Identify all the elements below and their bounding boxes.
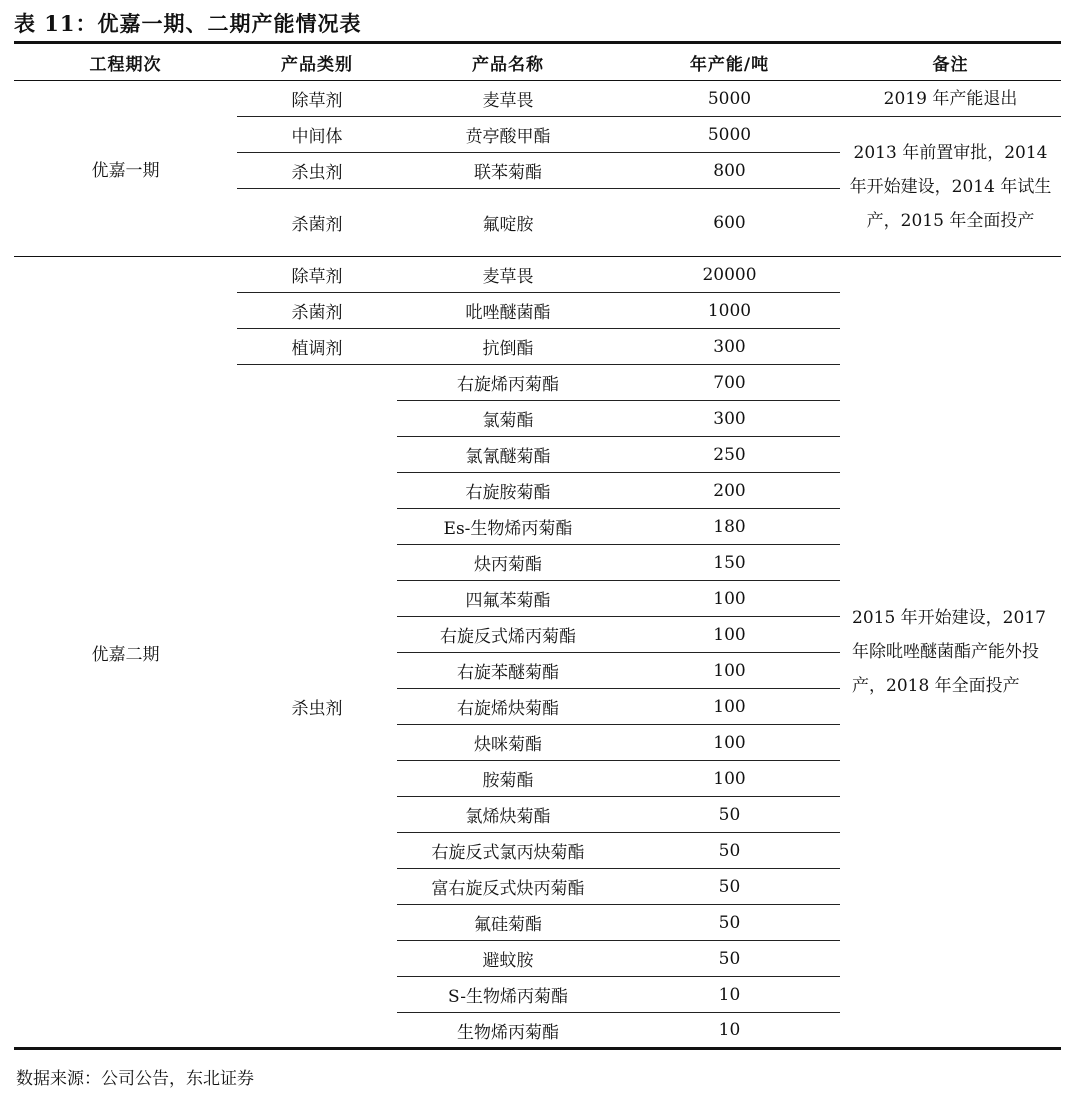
- capacity-cell: 50: [619, 869, 840, 905]
- header-note: 备注: [840, 43, 1061, 81]
- category-cell: 除草剂: [237, 257, 397, 293]
- category-cell: 杀菌剂: [237, 189, 397, 257]
- category-cell: 杀虫剂: [237, 153, 397, 189]
- capacity-cell: 100: [619, 617, 840, 653]
- note-cell: 2019 年产能退出: [840, 81, 1061, 117]
- capacity-table: [14, 41, 1061, 1050]
- table-row: [14, 257, 1061, 293]
- product-cell: 胺菊酯: [397, 761, 619, 797]
- capacity-cell: 100: [619, 581, 840, 617]
- product-cell: 氟硅菊酯: [397, 905, 619, 941]
- product-cell: 右旋苯醚菊酯: [397, 653, 619, 689]
- capacity-cell: 150: [619, 545, 840, 581]
- category-cell: 杀虫剂: [237, 365, 397, 1049]
- capacity-cell: 50: [619, 833, 840, 869]
- capacity-cell: 50: [619, 905, 840, 941]
- capacity-cell: 5000: [619, 117, 840, 153]
- capacity-cell: 250: [619, 437, 840, 473]
- product-cell: S-生物烯丙菊酯: [397, 977, 619, 1013]
- data-source: 数据来源：公司公告，东北证券: [16, 1069, 254, 1089]
- product-cell: 联苯菊酯: [397, 153, 619, 189]
- capacity-cell: 100: [619, 761, 840, 797]
- product-cell: 氟啶胺: [397, 189, 619, 257]
- product-cell: 抗倒酯: [397, 329, 619, 365]
- capacity-cell: 10: [619, 1013, 840, 1049]
- product-cell: 右旋胺菊酯: [397, 473, 619, 509]
- category-cell: 除草剂: [237, 81, 397, 117]
- capacity-cell: 20000: [619, 257, 840, 293]
- table-row: [14, 81, 1061, 117]
- product-cell: 炔丙菊酯: [397, 545, 619, 581]
- capacity-cell: 800: [619, 153, 840, 189]
- table-title: 表 11：优嘉一期、二期产能情况表: [14, 11, 362, 36]
- note-cell: 2015 年开始建设，2017 年除吡唑醚菌酯产能外投产，2018 年全面投产: [840, 257, 1061, 1049]
- category-cell: 植调剂: [237, 329, 397, 365]
- category-cell: 中间体: [237, 117, 397, 153]
- product-cell: Es-生物烯丙菊酯: [397, 509, 619, 545]
- product-cell: 氯烯炔菊酯: [397, 797, 619, 833]
- capacity-cell: 600: [619, 189, 840, 257]
- product-cell: 右旋反式烯丙菊酯: [397, 617, 619, 653]
- phase-cell: 优嘉一期: [14, 81, 237, 257]
- product-cell: 贲亭酸甲酯: [397, 117, 619, 153]
- header-capacity: 年产能/吨: [619, 43, 840, 81]
- capacity-cell: 50: [619, 941, 840, 977]
- product-cell: 四氟苯菊酯: [397, 581, 619, 617]
- product-cell: 生物烯丙菊酯: [397, 1013, 619, 1049]
- product-cell: 富右旋反式炔丙菊酯: [397, 869, 619, 905]
- capacity-cell: 100: [619, 725, 840, 761]
- product-cell: 右旋反式氯丙炔菊酯: [397, 833, 619, 869]
- note-cell: 2013 年前置审批，2014 年开始建设，2014 年试生产，2015 年全面投产: [840, 117, 1061, 257]
- capacity-cell: 100: [619, 689, 840, 725]
- capacity-cell: 200: [619, 473, 840, 509]
- product-cell: 麦草畏: [397, 81, 619, 117]
- capacity-cell: 300: [619, 401, 840, 437]
- capacity-cell: 50: [619, 797, 840, 833]
- product-cell: 吡唑醚菌酯: [397, 293, 619, 329]
- product-cell: 炔咪菊酯: [397, 725, 619, 761]
- capacity-cell: 1000: [619, 293, 840, 329]
- product-cell: 右旋烯炔菊酯: [397, 689, 619, 725]
- capacity-cell: 300: [619, 329, 840, 365]
- product-cell: 氯菊酯: [397, 401, 619, 437]
- product-cell: 避蚊胺: [397, 941, 619, 977]
- category-cell: 杀菌剂: [237, 293, 397, 329]
- phase-cell: 优嘉二期: [14, 257, 237, 1049]
- header-row: [14, 43, 1061, 81]
- capacity-cell: 180: [619, 509, 840, 545]
- header-phase: 工程期次: [14, 43, 237, 81]
- capacity-cell: 10: [619, 977, 840, 1013]
- header-category: 产品类别: [237, 43, 397, 81]
- product-cell: 氯氰醚菊酯: [397, 437, 619, 473]
- product-cell: 右旋烯丙菊酯: [397, 365, 619, 401]
- product-cell: 麦草畏: [397, 257, 619, 293]
- capacity-cell: 5000: [619, 81, 840, 117]
- capacity-cell: 700: [619, 365, 840, 401]
- capacity-cell: 100: [619, 653, 840, 689]
- header-product: 产品名称: [397, 43, 619, 81]
